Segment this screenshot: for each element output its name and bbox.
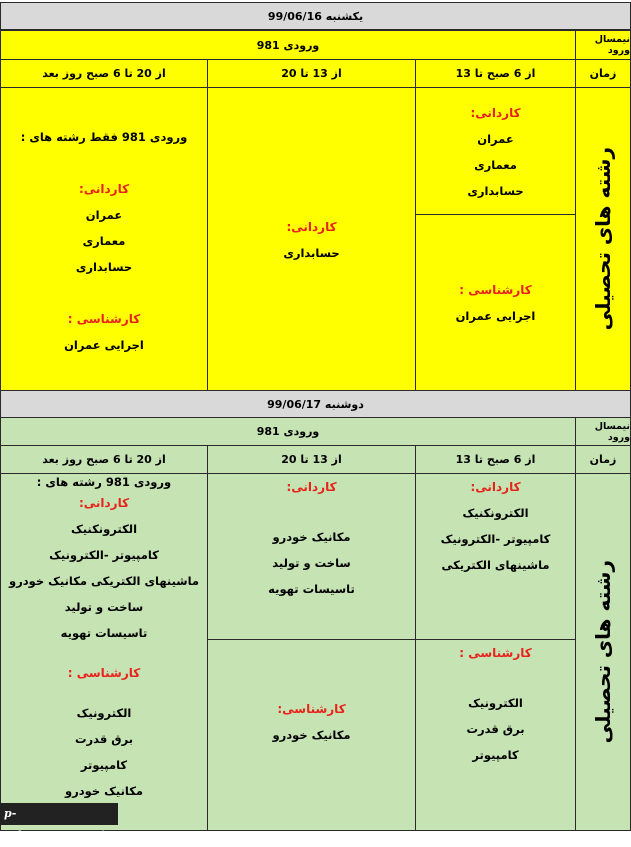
day1-col2-heading: کاردانی: bbox=[286, 220, 337, 234]
day2-col1-bottom-item: الکترونیک bbox=[468, 696, 523, 710]
day2-col1-bottom-item: کامپیوتر bbox=[472, 748, 519, 762]
day1-col1-top-heading: کاردانی: bbox=[470, 106, 521, 120]
day2-col3-item: کامپیوتر bbox=[80, 758, 128, 772]
day2-time-col3 bbox=[0, 445, 208, 474]
day2-time-col1 bbox=[415, 445, 576, 474]
day2-col1-top bbox=[415, 473, 576, 640]
day1-entry-value-text: ورودی 981 bbox=[256, 38, 320, 52]
day1-col3-item: اجرایی عمران bbox=[64, 338, 144, 352]
day2-col1-top-item: ماشینهای الکتریکی bbox=[441, 558, 550, 572]
day2-time-col3-text: از 20 تا 6 صبح روز بعد bbox=[42, 453, 166, 466]
day1-col3-heading1: کاردانی: bbox=[78, 182, 130, 196]
day1-time-col3-text: از 20 تا 6 صبح روز بعد bbox=[42, 67, 166, 80]
day1-col1-bottom-item: اجرایی عمران bbox=[455, 309, 536, 323]
day2-col3-heading1: کاردانی: bbox=[78, 496, 130, 510]
day2-time-col2 bbox=[207, 445, 416, 474]
day2-col3-item: کامپیوتر -الکترونیک bbox=[49, 548, 159, 562]
day1-col1-top-item: معماری bbox=[474, 158, 517, 172]
day1-time-col2-text: از 13 تا 20 bbox=[281, 67, 342, 80]
day2-col2-bottom-heading: کارشناسی: bbox=[277, 702, 346, 716]
day2-entry-label bbox=[575, 417, 631, 446]
day1-col2 bbox=[207, 87, 416, 391]
day2-col3-intro: ورودی 981 رشته های : bbox=[36, 475, 172, 489]
day2-col1-bottom bbox=[415, 639, 576, 831]
day2-col2-top bbox=[207, 473, 416, 640]
day2-col3-item: ساخت و تولید bbox=[64, 600, 144, 614]
day2-header bbox=[0, 390, 631, 418]
day1-col3-item: عمران bbox=[85, 208, 123, 222]
day2-col3-heading2: کارشناسی : bbox=[67, 666, 141, 680]
day2-col2-top-item: ساخت و تولید bbox=[272, 556, 351, 570]
day1-header bbox=[0, 2, 631, 30]
day2-col1-top-item: الکترونکنیک bbox=[462, 506, 529, 520]
day2-time-label bbox=[575, 445, 631, 474]
day1-side-label bbox=[575, 87, 631, 391]
day2-entry-value bbox=[0, 417, 576, 446]
day2-side-label bbox=[575, 473, 631, 831]
day1-col1-top-item: حسابداری bbox=[467, 184, 524, 198]
day1-col1-bottom bbox=[415, 214, 576, 391]
day2-entry-label-text: نیمسال ورود bbox=[594, 420, 630, 443]
day1-header-text: یکشنبه 99/06/16 bbox=[267, 9, 364, 23]
day1-col3-item: معماری bbox=[82, 234, 126, 248]
day2-col1-top-item: کامپیوتر -الکترونیک bbox=[440, 532, 551, 546]
day1-col3 bbox=[0, 87, 208, 391]
day1-time-col2 bbox=[207, 59, 416, 88]
day2-col2-top-item: مکانیک خودرو bbox=[272, 530, 351, 544]
day1-entry-value bbox=[0, 30, 576, 60]
day1-time-col1 bbox=[415, 59, 576, 88]
day1-entry-label-text: نیمسال ورود bbox=[594, 34, 630, 56]
day2-header-text: دوشنبه 99/06/17 bbox=[267, 397, 364, 411]
day1-col1-top-item: عمران bbox=[477, 132, 514, 146]
day2-col1-top-heading: کاردانی: bbox=[470, 480, 521, 494]
day1-time-col3 bbox=[0, 59, 208, 88]
day2-col3-item: الکترونیک bbox=[76, 706, 132, 720]
day2-time-label-text: زمان bbox=[589, 453, 617, 466]
day2-col3 bbox=[0, 473, 208, 831]
day1-time-label-text: زمان bbox=[589, 67, 617, 80]
day1-col3-intro: ورودی 981 فقط رشته های : bbox=[20, 130, 188, 144]
day2-col3-item: تاسیسات تهویه bbox=[60, 626, 148, 640]
day2-col2-top-heading: کاردانی: bbox=[286, 480, 337, 494]
day1-col3-heading2: کارشناسی : bbox=[67, 312, 141, 326]
day2-col3-item: الکترونکنیک bbox=[70, 522, 138, 536]
day1-side-label-text: رشته های تحصیلی bbox=[591, 147, 615, 331]
day2-col2-bottom-item: مکانیک خودرو bbox=[272, 728, 351, 742]
day1-col2-item: حسابداری bbox=[283, 246, 340, 260]
day1-time-label bbox=[575, 59, 631, 88]
day2-col2-top-item: تاسیسات تهویه bbox=[268, 582, 355, 596]
watermark: p-sabzevar.nusac.ir bbox=[0, 803, 118, 825]
day2-col3-item: مکانیک خودرو bbox=[64, 784, 144, 798]
day1-col1-bottom-heading: کارشناسی : bbox=[459, 283, 532, 297]
day1-col3-item: حسابداری bbox=[75, 260, 133, 274]
day1-col1-top bbox=[415, 87, 576, 215]
day2-col3-item: برق قدرت bbox=[74, 732, 134, 746]
day2-side-label-text: رشته های تحصیلی bbox=[591, 560, 615, 744]
day2-col1-bottom-heading: کارشناسی : bbox=[459, 646, 532, 660]
day2-entry-value-text: ورودی 981 bbox=[256, 425, 320, 438]
day1-time-col1-text: از 6 صبح تا 13 bbox=[455, 67, 536, 80]
day2-col1-bottom-item: برق قدرت bbox=[466, 722, 525, 736]
day2-time-col2-text: از 13 تا 20 bbox=[281, 453, 342, 466]
day2-time-col1-text: از 6 صبح تا 13 bbox=[455, 453, 536, 466]
day2-col2-bottom bbox=[207, 639, 416, 831]
day2-col3-item: ماشینهای الکتریکی مکانیک خودرو bbox=[8, 574, 200, 588]
day1-entry-label bbox=[575, 30, 631, 60]
